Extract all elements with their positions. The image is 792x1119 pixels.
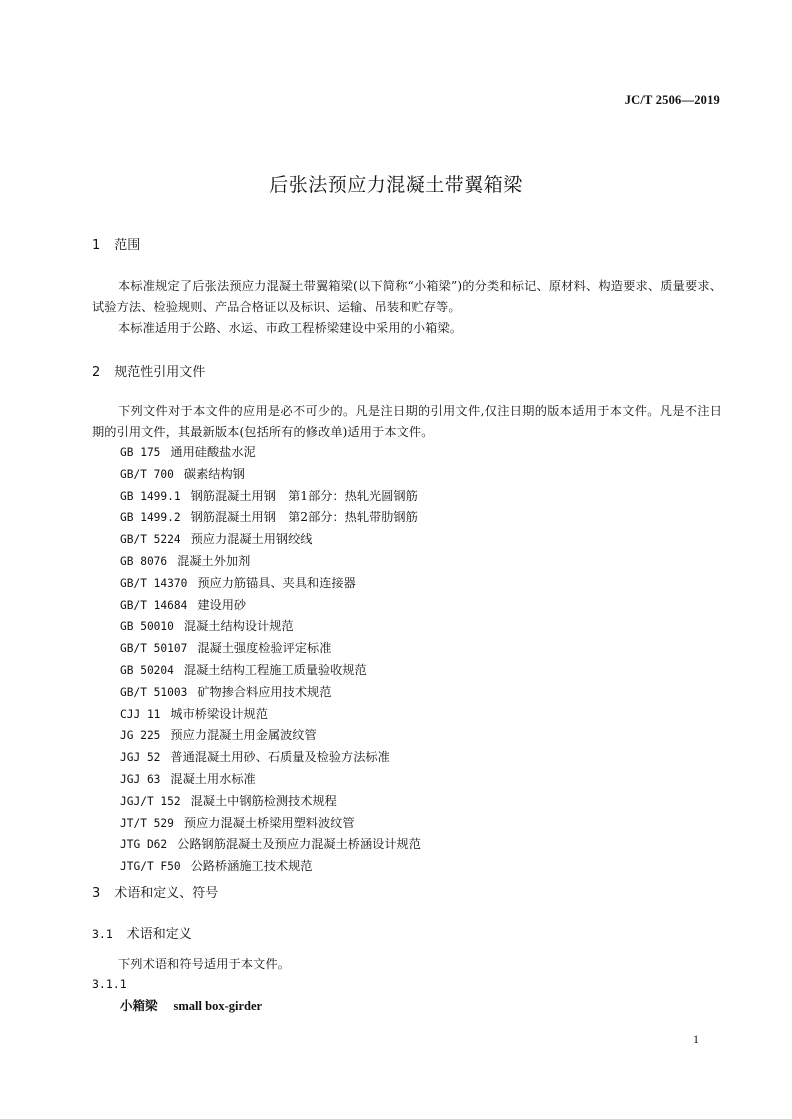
section-1-paragraph-2: 本标准适用于公路、水运、市政工程桥梁建设中采用的小箱梁。 xyxy=(118,321,463,335)
reference-code: JGJ/T 152 xyxy=(120,794,181,808)
reference-code: JGJ 52 xyxy=(120,751,161,765)
reference-code: GB/T 700 xyxy=(120,467,174,481)
reference-code: GB/T 5224 xyxy=(120,533,181,547)
reference-item xyxy=(120,486,421,508)
reference-code: GB 1499.1 xyxy=(120,489,181,503)
reference-item xyxy=(120,595,421,617)
reference-item xyxy=(120,616,421,638)
reference-name: 钢筋混凝土用钢 第1部分：热轧光圆钢筋 xyxy=(190,488,418,503)
standard-code: JC/T 2506—2019 xyxy=(624,93,720,107)
reference-name: 钢筋混凝土用钢 第2部分：热轧带肋钢筋 xyxy=(190,510,418,525)
reference-name: 建设用砂 xyxy=(197,597,247,612)
reference-name: 城市桥梁设计规范 xyxy=(170,706,268,721)
reference-code: JG 225 xyxy=(120,729,161,743)
subsection-3-1-title: 术语和定义 xyxy=(126,927,192,942)
term-3-1-1 xyxy=(120,996,262,1014)
section-3-heading xyxy=(92,882,218,901)
document-title: 后张法预应力混凝土带翼箱梁 xyxy=(269,174,523,196)
reference-name: 混凝土结构设计规范 xyxy=(183,619,294,634)
section-2-intro: 下列文件对于本文件的应用是必不可少的。凡是注日期的引用文件,仅注日期的版本适用于本文件。凡是不注日期的引用文件，其最新版本(包括所有的修改单)适用于本文件。 xyxy=(92,404,722,439)
normative-references-list xyxy=(120,442,421,878)
reference-item xyxy=(120,769,421,791)
reference-item xyxy=(120,682,421,704)
term-3-1-1-number: 3.1.1 xyxy=(92,977,127,991)
reference-code: JTG/T F50 xyxy=(120,860,181,874)
page-number: 1 xyxy=(693,1032,699,1046)
subsection-3-1-heading xyxy=(92,923,192,942)
reference-item xyxy=(120,704,421,726)
reference-name: 公路桥涵施工技术规范 xyxy=(190,859,313,874)
reference-name: 混凝土用水标准 xyxy=(170,771,256,786)
reference-code: CJJ 11 xyxy=(120,707,161,721)
reference-item xyxy=(120,660,421,682)
reference-name: 混凝土结构工程施工质量验收规范 xyxy=(183,662,367,677)
reference-name: 混凝土中钢筋检测技术规程 xyxy=(190,793,337,808)
reference-name: 普通混凝土用砂、石质量及检验方法标准 xyxy=(170,750,390,765)
reference-code: GB/T 14370 xyxy=(120,576,188,590)
reference-code: GB 50010 xyxy=(120,620,174,634)
reference-code: GB 8076 xyxy=(120,554,168,568)
reference-name: 碳素结构钢 xyxy=(183,466,245,481)
section-3-number: 3 xyxy=(92,886,101,901)
reference-item xyxy=(120,791,421,813)
reference-code: GB/T 14684 xyxy=(120,598,188,612)
reference-name: 预应力混凝土桥梁用塑料波纹管 xyxy=(183,815,355,830)
section-1-heading xyxy=(92,234,140,253)
section-1-number: 1 xyxy=(92,238,101,253)
reference-code: JTG D62 xyxy=(120,838,168,852)
reference-code: GB/T 51003 xyxy=(120,685,188,699)
subsection-3-1-number: 3.1 xyxy=(92,927,113,941)
reference-name: 预应力混凝土用金属波纹管 xyxy=(170,728,317,743)
reference-name: 混凝土外加剂 xyxy=(177,553,251,568)
reference-item xyxy=(120,507,421,529)
reference-name: 预应力筋锚具、夹具和连接器 xyxy=(197,575,356,590)
section-1-title: 范围 xyxy=(114,238,141,253)
reference-code: GB 50204 xyxy=(120,663,174,677)
section-1-paragraph-1: 本标准规定了后张法预应力混凝土带翼箱梁(以下简称“小箱梁”)的分类和标记、原材料、构造要求、质量要求、试验方法、检验规则、产品合格证以及标识、运输、吊装和贮存等。 xyxy=(92,279,722,314)
reference-code: GB 1499.2 xyxy=(120,511,181,525)
reference-item xyxy=(120,725,421,747)
reference-code: GB 175 xyxy=(120,446,161,459)
reference-item xyxy=(120,856,421,878)
reference-code: JGJ 63 xyxy=(120,772,161,786)
term-english: small box-girder xyxy=(173,999,263,1013)
reference-name: 通用硅酸盐水泥 xyxy=(170,445,256,459)
reference-item xyxy=(120,813,421,835)
reference-item xyxy=(120,551,421,573)
subsection-3-1-intro: 下列术语和符号适用于本文件。 xyxy=(118,957,291,971)
reference-name: 预应力混凝土用钢绞线 xyxy=(190,532,313,547)
reference-name: 公路钢筋混凝土及预应力混凝土桥涵设计规范 xyxy=(177,837,421,852)
term-chinese: 小箱梁 xyxy=(120,998,158,1013)
reference-code: GB/T 50107 xyxy=(120,642,188,656)
section-3-title: 术语和定义、符号 xyxy=(114,886,219,901)
section-2-title: 规范性引用文件 xyxy=(114,365,206,380)
reference-code: JT/T 529 xyxy=(120,816,174,830)
reference-item xyxy=(120,529,421,551)
section-2-number: 2 xyxy=(92,365,101,380)
reference-item xyxy=(120,638,421,660)
reference-name: 混凝土强度检验评定标准 xyxy=(197,641,332,656)
section-2-heading xyxy=(92,361,205,380)
reference-item xyxy=(120,464,421,486)
reference-item xyxy=(120,442,421,464)
reference-item xyxy=(120,834,421,856)
reference-item xyxy=(120,747,421,769)
reference-name: 矿物掺合料应用技术规范 xyxy=(197,684,332,699)
reference-item xyxy=(120,573,421,595)
